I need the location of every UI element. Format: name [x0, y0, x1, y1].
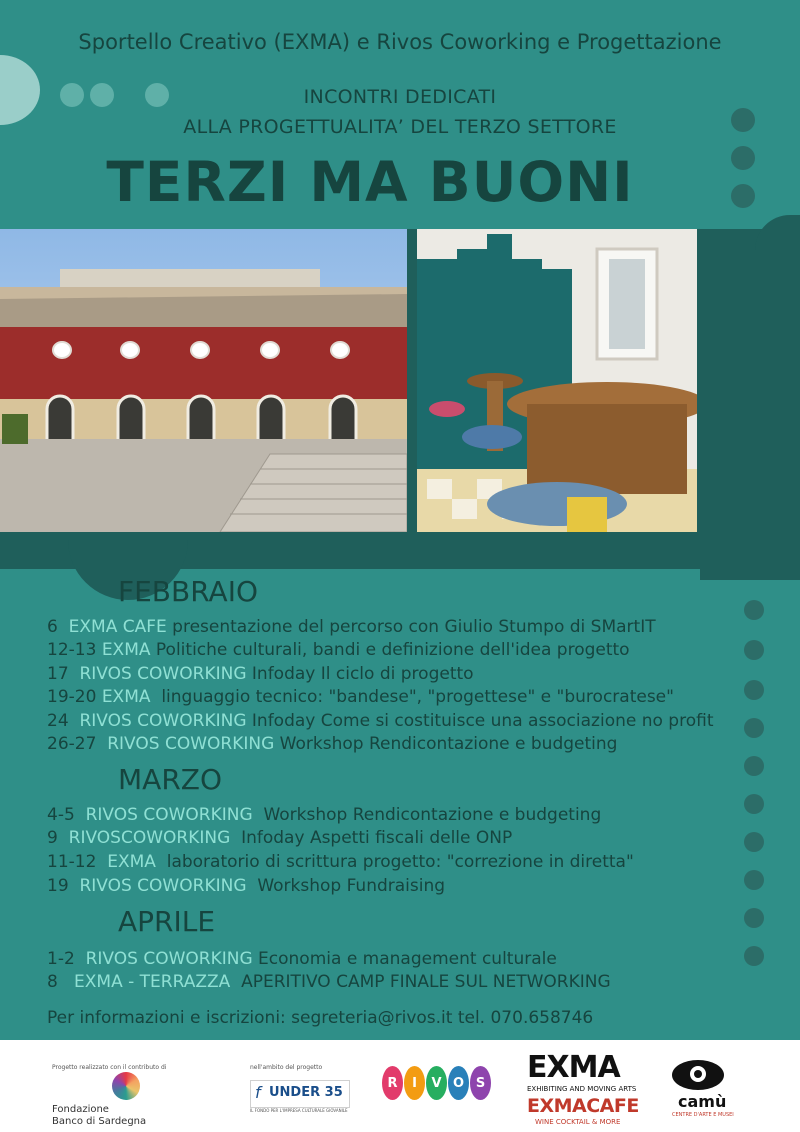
sponsor-footer: [0, 1040, 800, 1132]
camu-eye-icon: [672, 1060, 724, 1090]
event-location: EXMA: [101, 640, 151, 660]
event-location: RIVOS COWORKING: [79, 664, 247, 684]
under35-caption: nell'ambito del progetto: [250, 1064, 323, 1071]
event-description: Infoday Il ciclo di progetto: [251, 664, 474, 684]
event-description: laboratorio di scrittura progetto: "correzione in diretta": [166, 852, 634, 872]
event-row: [47, 805, 601, 825]
month-heading-marzo: MARZO: [118, 763, 222, 796]
event-description: Politiche culturali, bandi e definizione dell'idea progetto: [155, 640, 630, 660]
subtitle-line-1: INCONTRI DEDICATI: [303, 86, 497, 108]
event-row: [47, 876, 445, 896]
contact-info: Per informazioni e iscrizioni: segreteria@rivos.it tel. 070.658746: [47, 1008, 594, 1028]
event-description: Economia e management culturale: [258, 949, 557, 969]
decorative-dot: [744, 640, 764, 660]
event-date: 8: [47, 972, 58, 992]
decorative-dot: [744, 908, 764, 928]
rivos-logo: [382, 1066, 491, 1100]
under35-label: UNDER 35: [269, 1085, 343, 1100]
event-row: [47, 949, 557, 969]
photo-building: [0, 229, 407, 532]
event-date: 12-13: [47, 640, 97, 660]
decorative-dot: [744, 680, 764, 700]
decorative-dot: [744, 756, 764, 776]
event-date: 1-2: [47, 949, 75, 969]
subtitle-line-2: ALLA PROGETTUALITA’ DEL TERZO SETTORE: [183, 116, 617, 138]
event-description: Infoday Come si costituisce una associazione no profit: [251, 711, 714, 731]
month-heading-aprile: APRILE: [118, 905, 216, 938]
event-date: 24: [47, 711, 69, 731]
event-description: presentazione del percorso con Giulio Stumpo di SMartIT: [172, 617, 656, 637]
event-location: RIVOS COWORKING: [85, 805, 253, 825]
event-description: linguaggio tecnico: "bandese", "progettese" e "burocratese": [161, 687, 674, 707]
camu-tagline: CENTRE D'ARTE E MUSEI: [672, 1112, 734, 1118]
event-description: Workshop Fundraising: [257, 876, 446, 896]
decorative-dot: [744, 870, 764, 890]
event-row: [47, 664, 474, 684]
event-description: Workshop Rendicontazione e budgeting: [279, 734, 618, 754]
decorative-side-band: [700, 250, 800, 580]
under35-logo: [250, 1080, 350, 1108]
event-row: [47, 711, 714, 731]
event-row: [47, 852, 634, 872]
fondazione-name-2: Banco di Sardegna: [52, 1116, 147, 1127]
rivos-letter: S: [470, 1066, 491, 1100]
event-location: EXMA - TERRAZZA: [74, 972, 231, 992]
event-row: [47, 640, 630, 660]
under35-f-icon: f: [255, 1083, 261, 1102]
decorative-dot: [744, 718, 764, 738]
event-date: 26-27: [47, 734, 97, 754]
event-date: 11-12: [47, 852, 97, 872]
event-location: RIVOS COWORKING: [79, 711, 247, 731]
exmacafe-tagline: WINE COCKTAIL & MORE: [535, 1118, 621, 1126]
exma-logo: EXMA: [527, 1050, 620, 1085]
exmacafe-logo: EXMACAFE: [527, 1095, 639, 1117]
fondazione-name-1: Fondazione: [52, 1104, 109, 1115]
event-location: EXMA: [107, 852, 156, 872]
camu-logo: camù: [678, 1092, 727, 1111]
event-location: RIVOSCOWORKING: [68, 828, 231, 848]
event-location: EXMA: [101, 687, 151, 707]
organizer-line: Sportello Creativo (EXMA) e Rivos Coworking e Progettazione: [78, 30, 722, 54]
event-row: [47, 828, 512, 848]
event-row: [47, 734, 617, 754]
fondazione-caption: Progetto realizzato con il contributo di: [52, 1064, 167, 1071]
photo-coworking: [417, 229, 697, 532]
fondazione-logo-icon: [112, 1072, 140, 1100]
event-location: RIVOS COWORKING: [107, 734, 275, 754]
event-description: Infoday Aspetti fiscali delle ONP: [241, 828, 513, 848]
decorative-dot: [744, 794, 764, 814]
event-date: 9: [47, 828, 58, 848]
event-location: RIVOS COWORKING: [85, 949, 253, 969]
event-date: 6: [47, 617, 58, 637]
rivos-letter: V: [426, 1066, 447, 1100]
rivos-letter: O: [448, 1066, 469, 1100]
decorative-dot: [744, 832, 764, 852]
under35-tagline: IL FONDO PER L'IMPRESA CULTURALE GIOVANILE: [250, 1108, 348, 1113]
event-row: [47, 687, 674, 707]
event-location: RIVOS COWORKING: [79, 876, 247, 896]
poster-title: TERZI MA BUONI: [106, 150, 634, 214]
decorative-dot: [744, 946, 764, 966]
decorative-dot: [744, 600, 764, 620]
event-date: 19-20: [47, 687, 97, 707]
event-date: 17: [47, 664, 69, 684]
rivos-letter: R: [382, 1066, 403, 1100]
event-description: Workshop Rendicontazione e budgeting: [263, 805, 602, 825]
event-row: [47, 617, 656, 637]
event-description: APERITIVO CAMP FINALE SUL NETWORKING: [241, 972, 611, 992]
event-row: [47, 972, 611, 992]
event-location: EXMA CAFE: [68, 617, 167, 637]
exma-tagline: EXHIBITING AND MOVING ARTS: [527, 1085, 637, 1093]
event-date: 19: [47, 876, 69, 896]
rivos-letter: I: [404, 1066, 425, 1100]
event-date: 4-5: [47, 805, 75, 825]
month-heading-febbraio: FEBBRAIO: [118, 575, 258, 608]
